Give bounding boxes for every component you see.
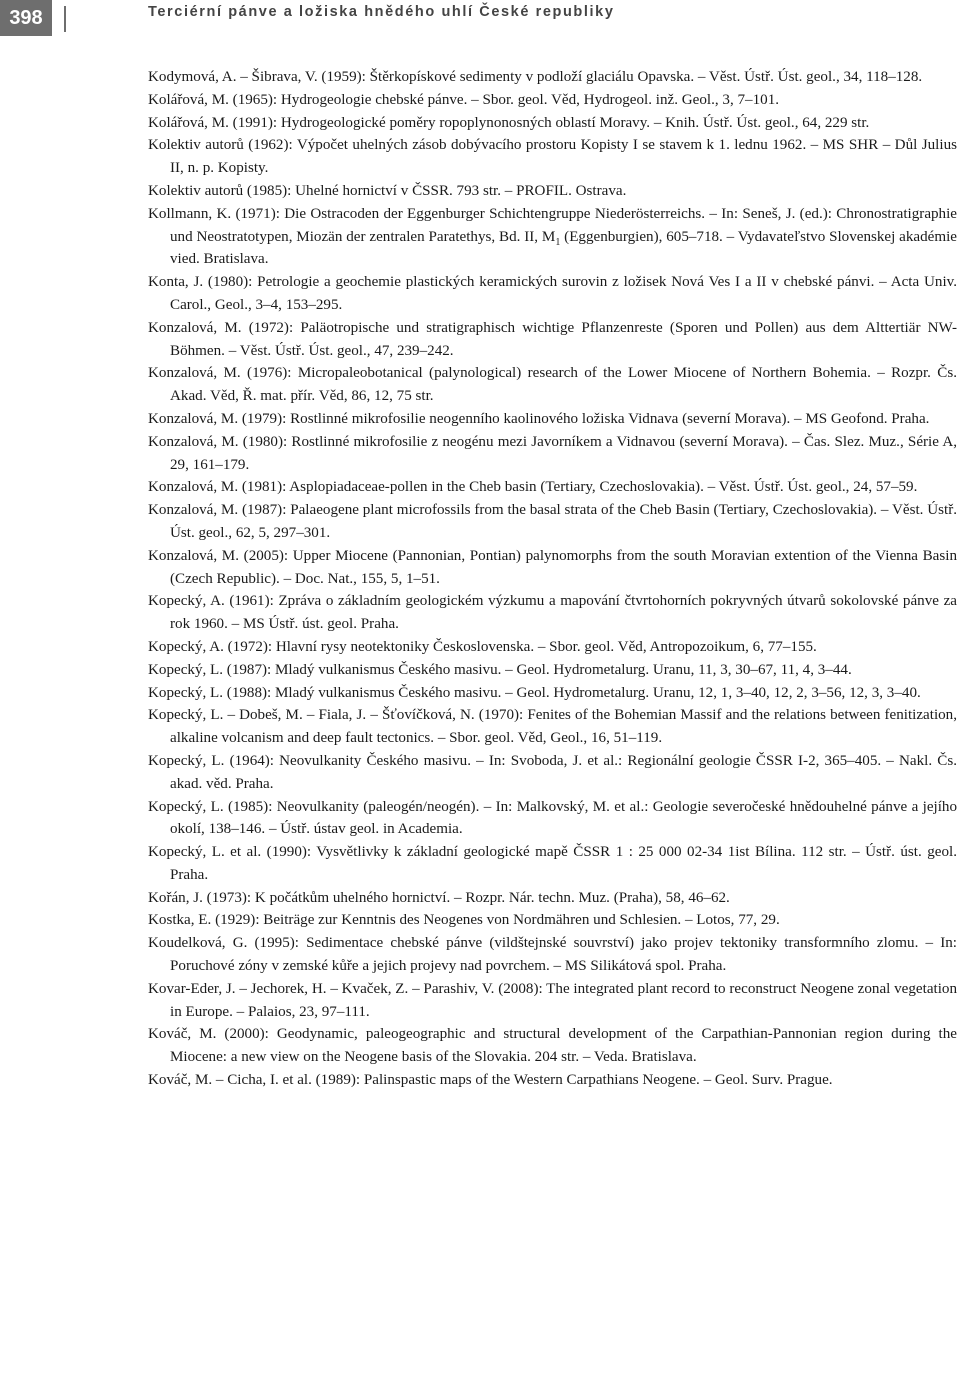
reference-entry: Kolektiv autorů (1985): Uhelné hornictví v ČSSR. 793 str. – PROFIL. Ostrava. [148,182,627,199]
reference-entry: Konta, J. (1980): Petrologie a geochemie plastických keramických surovin z ložisek Nová Ves I a II v chebské pánvi. – Acta Univ. Carol., Geol., 3–4, 153–295. [148,274,957,313]
page-header [0,0,960,40]
reference-list [148,66,957,1092]
reference-entry: Kopecký, L. (1988): Mladý vulkanismus Českého masivu. – Geol. Hydrometalurg. Uranu, 12, 1, 3–40, 12, 2, 3–56, 12, 3, 3–40. [148,684,921,701]
reference-entry: Konzalová, M. (1976): Micropaleobotanical (palynological) research of the Lower Miocene of Northern Bohemia. – Rozpr. Čs. Akad. Věd, Ř. mat. přír. Věd, 86, 12, 75 str. [148,365,957,405]
page-number: 398 [0,0,52,36]
reference-entry: Kováč, M. (2000): Geodynamic, paleogeographic and structural development of the Carpathian-Pannonian region during the Miocene: a new view on the Neogene basis of the Slovakia. 204 str. – Veda. Bratislava. [148,1026,957,1066]
reference-entry: Kopecký, L. (1985): Neovulkanity (paleogén/neogén). – In: Malkovský, M. et al.: Geologie severočeské hnědouhelné pánve a jejího okolí, 138–146. – Ústř. ústav geol. in Academia. [148,798,957,838]
reference-entry: Kopecký, L. – Dobeš, M. – Fiala, J. – Šťovíčková, N. (1970): Fenites of the Bohemian Massif and the relations between fenitization, alkaline volcanism and deep fault tectonics. – Sbor. geol. Věd, Geol., 16, 51–119. [148,707,957,747]
reference-entry: Konzalová, M. (1980): Rostlinné mikrofosilie z neogénu mezi Javorníkem a Vidnavou (severní Morava). – Čas. Slez. Muz., Série A, 29, 161–179. [148,433,957,473]
reference-entry: Kořán, J. (1973): K počátkům uhelného hornictví. – Rozpr. Nár. techn. Muz. (Praha), 58, 46–62. [148,889,730,906]
reference-entry: Kopecký, A. (1972): Hlavní rysy neotektoniky Československa. – Sbor. geol. Věd, Antropozoikum, 6, 77–155. [148,638,817,655]
reference-entry: Kolářová, M. (1965): Hydrogeologie chebské pánve. – Sbor. geol. Věd, Hydrogeol. inž. Geol., 3, 7–101. [148,91,780,108]
reference-entry: Kopecký, L. (1964): Neovulkanity Českého masivu. – In: Svoboda, J. et al.: Regionální geologie ČSSR I-2, 365–405. – Nakl. Čs. akad. věd. Praha. [148,752,957,792]
reference-entry: Konzalová, M. (1979): Rostlinné mikrofosilie neogenního kaolinového ložiska Vidnava (severní Morava). – MS Geofond. Praha. [148,410,930,427]
reference-entry: Kovar-Eder, J. – Jechorek, H. – Kvaček, Z. – Parashiv, V. (2008): The integrated plant record to reconstruct Neogene zonal vegetation in Europe. – Palaios, 23, 97–111. [148,980,957,1020]
reference-entry: Kolářová, M. (1991): Hydrogeologické poměry ropoplynonosných oblastí Moravy. – Knih. Ústř. Úst. geol., 64, 229 str. [148,114,870,131]
header-divider [64,6,66,32]
running-head: Terciérní pánve a ložiska hnědého uhlí České republiky [148,4,615,20]
reference-entry: Kováč, M. – Cicha, I. et al. (1989): Palinspastic maps of the Western Carpathians Neogene. – Geol. Surv. Prague. [148,1072,833,1089]
reference-entry: Kollmann, K. (1971): Die Ostracoden der Eggenburger Schichtengruppe Niederösterreichs. – In: Seneš, J. (ed.): Chronostratigraphie und Neostratotypen, Miozän der zentralen Paratethys, Bd. II, $M_1$ (Eggenburgien), 605–718. – Vydavateľstvo Slovenskej akadémie vied. Bratislava. [148,205,957,268]
reference-entry: Koudelková, G. (1995): Sedimentace chebské pánve (vildštejnské souvrství) jako projev tektoniky transformního zlomu. – In: Poruchové zóny v zemské kůře a jejich projevy nad povrchem. – MS Silikátová spol. Praha. [148,935,957,975]
reference-entry: Konzalová, M. (1987): Palaeogene plant microfossils from the basal strata of the Cheb Basin (Tertiary, Czechoslovakia). – Věst. Ústř. Úst. geol., 62, 5, 297–301. [148,502,957,541]
reference-entry: Kostka, E. (1929): Beiträge zur Kenntnis des Neogenes von Nordmähren und Schlesien. – Lotos, 77, 29. [148,912,780,929]
reference-entry: Konzalová, M. (2005): Upper Miocene (Pannonian, Pontian) palynomorphs from the south Moravian extention of the Vienna Basin (Czech Republic). – Doc. Nat., 155, 5, 1–51. [148,547,957,587]
reference-entry: Kolektiv autorů (1962): Výpočet uhelných zásob dobývacího prostoru Kopisty I se stavem k 1. lednu 1962. – MS SHR – Důl Julius II, n. p. Kopisty. [148,137,957,177]
reference-entry: Kopecký, L. et al. (1990): Vysvětlivky k základní geologické mapě ČSSR 1 : 25 000 02-34 1ist Bílina. 112 str. – Ústř. úst. geol. Praha. [148,844,957,883]
reference-entry: Konzalová, M. (1981): Asplopiadaceae-pollen in the Cheb basin (Tertiary, Czechoslovakia). – Věst. Ústř. Úst. geol., 24, 57–59. [148,479,918,496]
reference-entry: Konzalová, M. (1972): Paläotropische und stratigraphisch wichtige Pflanzenreste (Sporen und Pollen) aus dem Alttertiär NW-Böhmen. – Věst. Ústř. Úst. geol., 47, 239–242. [148,319,957,359]
reference-entry: Kopecký, L. (1987): Mladý vulkanismus Českého masivu. – Geol. Hydrometalurg. Uranu, 11, 3, 30–67, 11, 4, 3–44. [148,661,852,678]
reference-entry: Kodymová, A. – Šibrava, V. (1959): Štěrkopískové sedimenty v podloží glaciálu Opavska. – Věst. Ústř. Úst. geol., 34, 118–128. [148,69,923,85]
reference-entry: Kopecký, A. (1961): Zpráva o základním geologickém výzkumu a mapování čtvrtohorních pokryvných útvarů sokolovské pánve za rok 1960. – MS Ústř. úst. geol. Praha. [148,593,957,633]
